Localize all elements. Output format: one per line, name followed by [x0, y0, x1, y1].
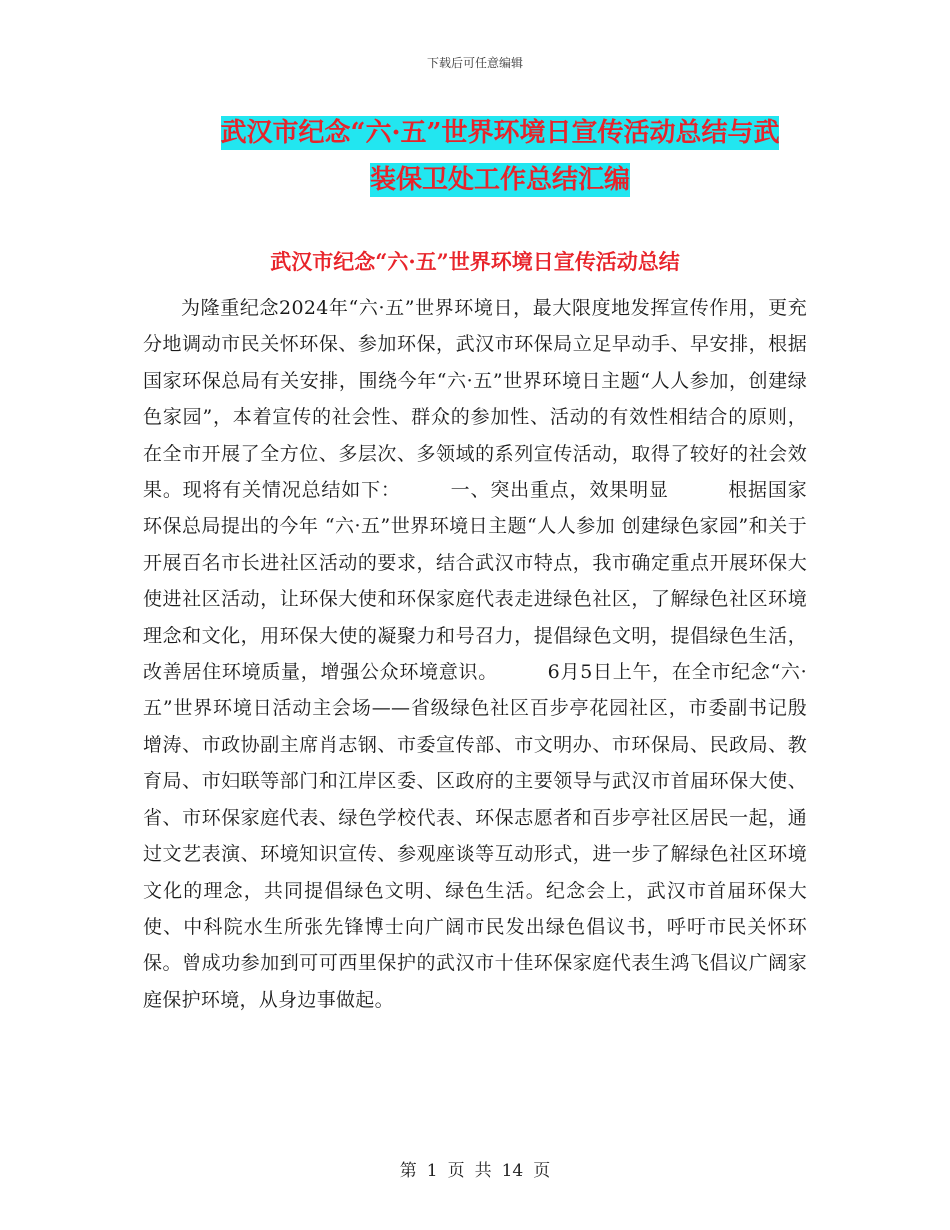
page-label-suffix: 页	[533, 1161, 551, 1181]
document-title-line1: 武汉市纪念“六·五”世界环境日宣传活动总结与武	[220, 118, 780, 148]
section-title: 武汉市纪念“六·五”世界环境日宣传活动总结	[270, 249, 680, 274]
page-current: 1	[426, 1161, 438, 1181]
page-label-prefix: 第	[399, 1161, 417, 1181]
page-label-total-prefix: 共	[474, 1161, 492, 1181]
header-note: 下载后可任意编辑	[426, 56, 523, 70]
document-title	[150, 110, 850, 204]
page-total: 14	[501, 1161, 524, 1181]
body-paragraph: 为隆重纪念2024年“六·五”世界环境日，最大限度地发挥宣传作用，更充分地调动市民关怀环保、参加环保，武汉市环保局立足早动手、早安排，根据国家环保总局有关安排，围绕今年“六·五”世界环境日主题“人人参加，创建绿色家园”，本着宣传的社会性、群众的参加性、活动的有效性相结合的原则，在全市开展了全方位、多层次、多领域的系列宣传活动，取得了较好的社会效果。现将有关情况总结如下： 一、突出重点，效果明显 根据国家环保总局提出的今年 “六·五”世界环境日主题“人人参加 创建绿色家园”和关于开展百名市长进社区活动的要求，结合武汉市特点，我市确定重点开展环保大使进社区活动，让环保大使和环保家庭代表走进绿色社区，了解绿色社区环境理念和文化，用环保大使的凝聚力和号召力，提倡绿色文明，提倡绿色生活，改善居住环境质量，增强公众环境意识。 6月5日上午，在全市纪念“六·五”世界环境日活动主会场——省级绿色社区百步亭花园社区，市委副书记殷增涛、市政协副主席肖志钢、市委宣传部、市文明办、市环保局、民政局、教育局、市妇联等部门和江岸区委、区政府的主要领导与武汉市首届环保大使、省、市环保家庭代表、绿色学校代表、环保志愿者和百步亭社区居民一起，通过文艺表演、环境知识宣传、参观座谈等互动形式，进一步了解绿色社区环境文化的理念，共同提倡绿色文明、绿色生活。纪念会上，武汉市首届环保大使、中科院水生所张先锋博士向广阔市民发出绿色倡议书，呼吁市民关怀环保。曾成功参加到可可西里保护的武汉市十佳环保家庭代表生鸿飞倡议广阔家庭保护环境，从身边事做起。	[143, 297, 807, 1011]
document-title-line2: 装保卫处工作总结汇编	[369, 165, 630, 195]
page-label-mid: 页	[447, 1161, 465, 1181]
page-footer	[0, 1156, 950, 1181]
